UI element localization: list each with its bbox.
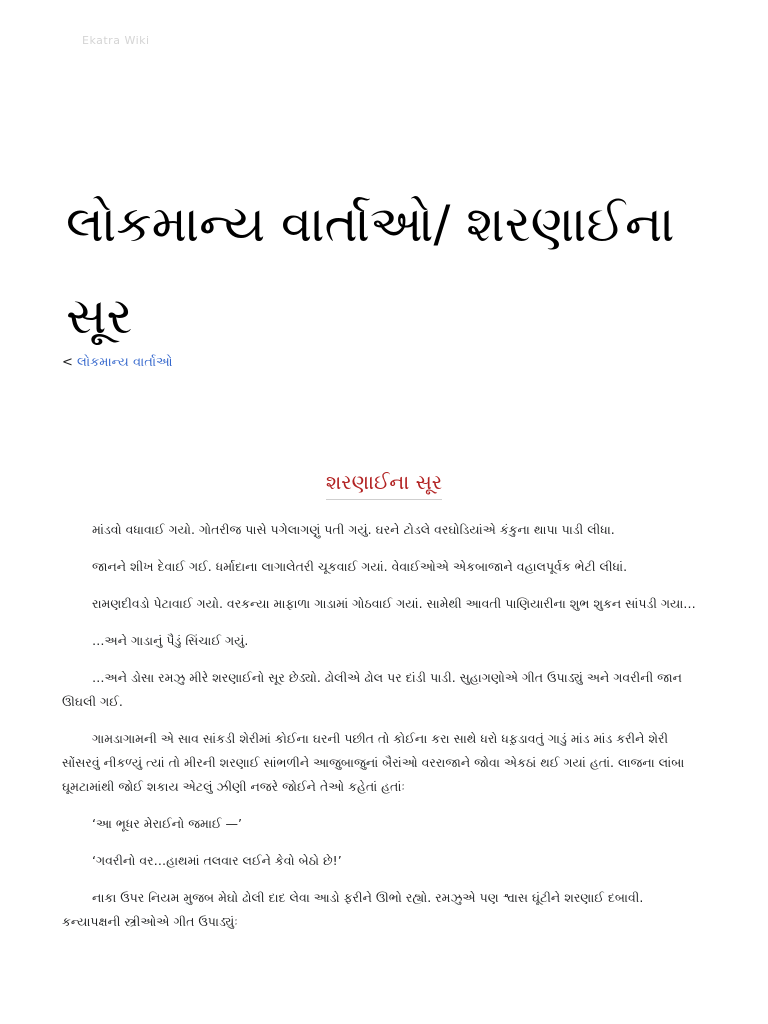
paragraph: જાનને શીખ દેવાઈ ગઈ. ધર્માદાના લાગાલેતરી ચૂકવાઈ ગયાં. વેવાઈઓએ એકબાજાને વહાલપૂર્વક ભેટી લીધાં. bbox=[92, 559, 628, 574]
paragraph: …અને ડોસા રમઝુ મીરે શરણાઈનો સૂર છેડ્યો. ઢોલીએ ઢોલ પર દાંડી પાડી. સુહાગણોએ ગીત ઉપાડ્યું અને ગવરીની જાન ઊઘલી ગઈ. bbox=[62, 670, 682, 709]
paragraph: ‘ગવરીનો વર…હાથમાં તલવાર લઈને કેવો બેઠો છે!’ bbox=[92, 853, 342, 868]
paragraph: …અને ગાડાનું પૈડું સિંચાઈ ગયું. bbox=[92, 633, 249, 648]
section-heading bbox=[0, 470, 768, 500]
paragraph: ‘આ ભૂધર મેરાઈનો જમાઈ —’ bbox=[92, 816, 243, 831]
paragraph: નાકા ઉપર નિયમ મુજબ મેઘો ઢોલી દાદ લેવા આડો ફરીને ઊભો રહ્યો. રમઝુએ પણ શ્વાસ ઘૂંટીને શરણાઈ દબાવી. કન્યાપક્ષની સ્ત્રીઓએ ગીત ઉપાડ્યુંઃ bbox=[62, 890, 644, 929]
site-header: Ekatra Wiki bbox=[82, 34, 150, 47]
paragraph: રામણદીવડો પેટાવાઈ ગયો. વરકન્યા માફાળા ગાડામાં ગોઠવાઈ ગયાં. સામેથી આવતી પાણિયારીના શુભ શુકન સાંપડી ગયા… bbox=[92, 596, 696, 611]
breadcrumb-arrow: < bbox=[62, 355, 73, 370]
section-heading-text: શરણાઈના સૂર bbox=[326, 470, 442, 500]
paragraph: ગામડાગામની એ સાવ સાંકડી શેરીમાં કોઈના ઘરની પછીત તો કોઈના કરા સાથે ધરો ધફ઼ડાવતું ગાડું માંડ માંડ કરીને શેરી સોંસરવું નીકળ્યું ત્યાં તો મીરની શરણાઈ સાંભળીને આજુબાજુનાં બૈરાંઓ વરરાજાને જોવા એકઠાં થઈ ગયાં હતાં. લાજના લાંબા ઘૂમટામાંથી જોઈ શકાય એટલું ઝીણી નજરે જોઈને તેઓ કહેતાં હતાંઃ bbox=[62, 731, 685, 794]
breadcrumb bbox=[62, 355, 173, 370]
paragraph: માંડવો વધાવાઈ ગયો. ગોતરીજ પાસે પગેલાગણું પતી ગયું. ઘરને ટોડલે વરઘોડિયાંએ કંકુના થાપા પાડી લીધા. bbox=[92, 522, 615, 537]
breadcrumb-parent-link[interactable]: લોકમાન્ય વાર્તાઓ bbox=[77, 355, 173, 370]
story-body bbox=[62, 518, 702, 947]
page-title: લોકમાન્ય વાર્તાઓ/ શરણાઈના સૂર bbox=[66, 195, 675, 345]
